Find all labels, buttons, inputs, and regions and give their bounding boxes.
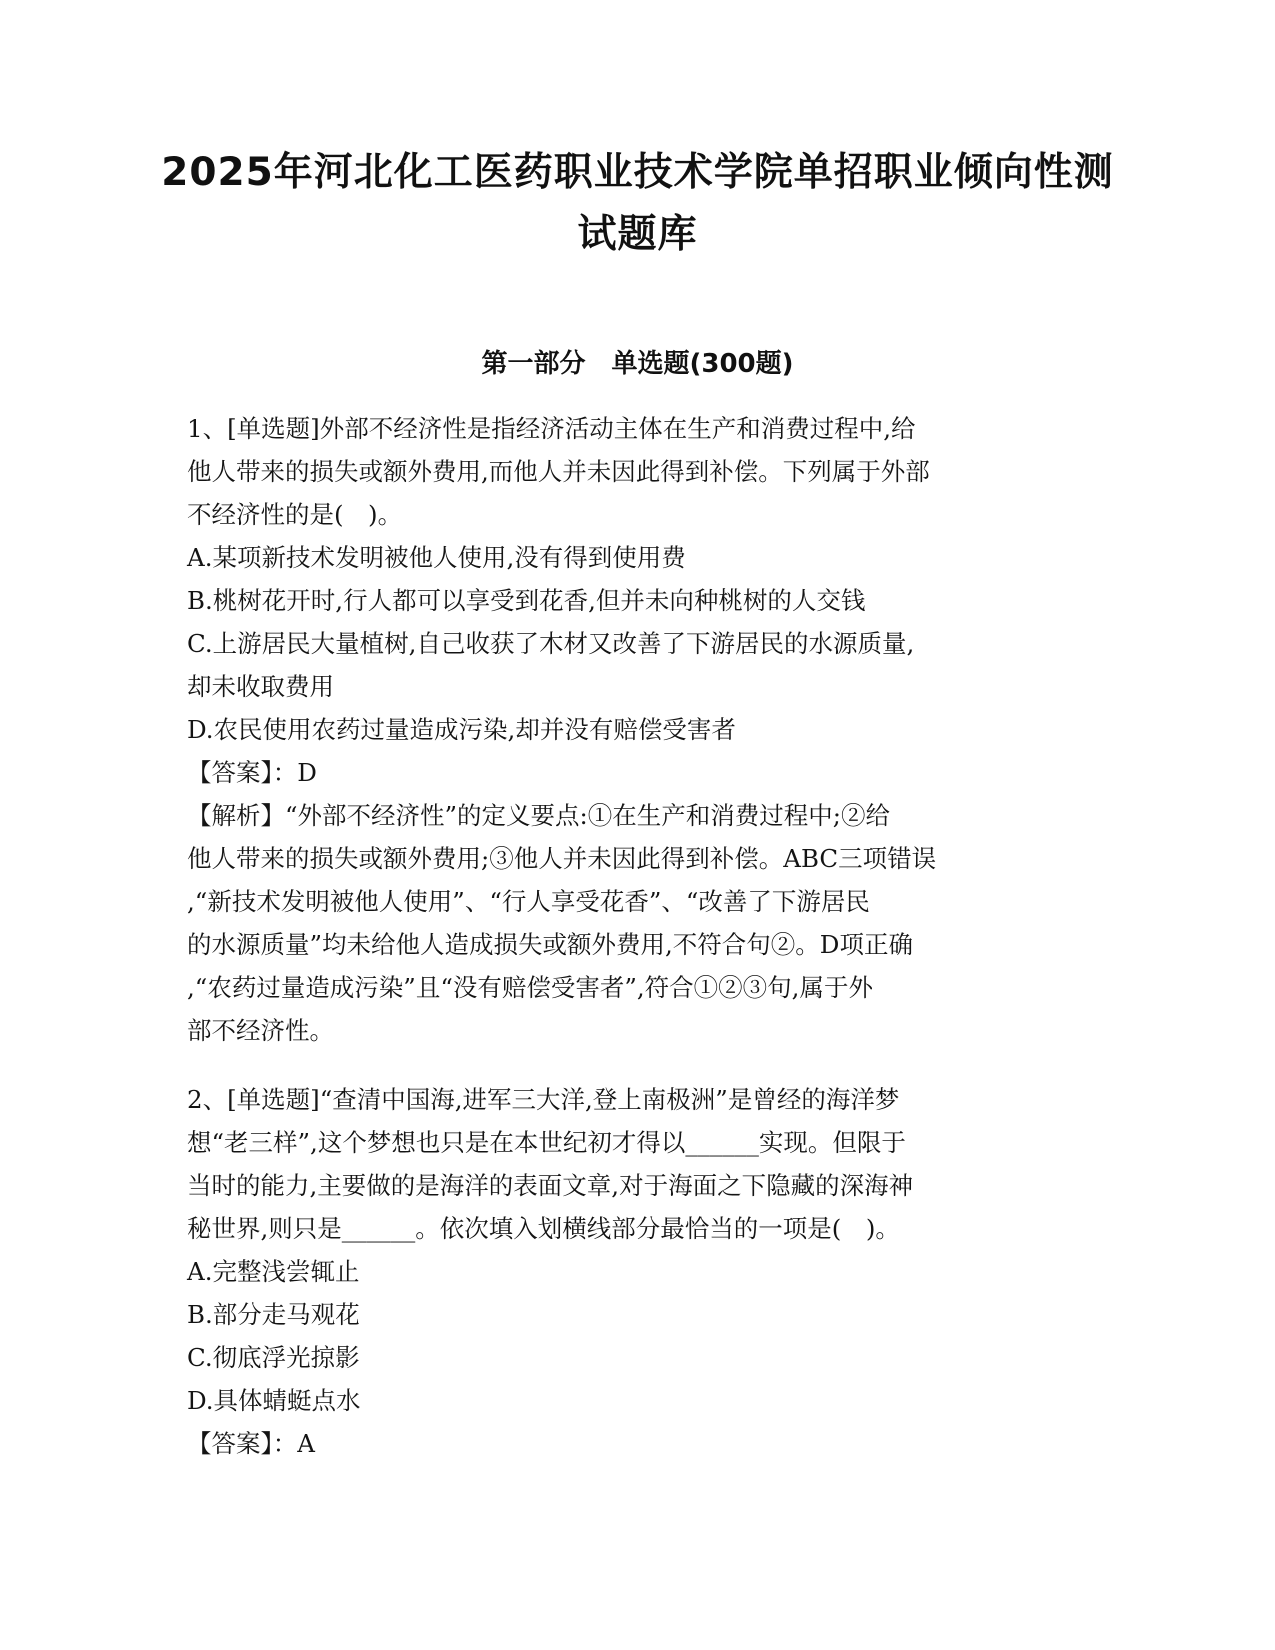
question-1-stem-line: 1、[单选题]外部不经济性是指经济活动主体在生产和消费过程中,给 <box>187 414 916 443</box>
document-title-line-2: 试题库 <box>577 212 698 257</box>
question-1-stem-line: 他人带来的损失或额外费用,而他人并未因此得到补偿。下列属于外部 <box>187 457 930 486</box>
question-2 <box>187 1078 1087 1465</box>
question-2-stem-line: 想“老三样”,这个梦想也只是在本世纪初才得以______实现。但限于 <box>187 1128 906 1157</box>
question-1-analysis-line: 【解析】“外部不经济性”的定义要点:①在生产和消费过程中;②给 <box>187 801 891 830</box>
question-2-stem-line: 2、[单选题]“查清中国海,进军三大洋,登上南极洲”是曾经的海洋梦 <box>187 1085 900 1114</box>
question-2-option-b: B.部分走马观花 <box>187 1300 360 1329</box>
question-1-analysis-line: 他人带来的损失或额外费用;③他人并未因此得到补偿。ABC三项错误 <box>187 844 937 873</box>
question-1-option-c-continued: 却未收取费用 <box>187 672 334 701</box>
question-2-stem-line: 秘世界,则只是______。依次填入划横线部分最恰当的一项是( )。 <box>187 1214 900 1243</box>
question-1-analysis-line: 部不经济性。 <box>187 1016 334 1045</box>
question-1 <box>187 407 1087 1052</box>
question-2-option-d: D.具体蜻蜓点水 <box>187 1386 361 1415</box>
question-1-option-d: D.农民使用农药过量造成污染,却并没有赔偿受害者 <box>187 715 736 744</box>
document-title-line-1: 2025年河北化工医药职业技术学院单招职业倾向性测 <box>161 150 1114 195</box>
question-2-option-a: A.完整浅尝辄止 <box>187 1257 360 1286</box>
question-2-option-c: C.彻底浮光掠影 <box>187 1343 360 1372</box>
question-1-analysis-line: ,“农药过量造成污染”且“没有赔偿受害者”,符合①②③句,属于外 <box>187 973 873 1002</box>
question-1-analysis-line: ,“新技术发明被他人使用”、“行人享受花香”、“改善了下游居民 <box>187 887 870 916</box>
document-title <box>150 142 1125 266</box>
question-2-answer: 【答案】：A <box>187 1429 315 1458</box>
question-1-option-a: A.某项新技术发明被他人使用,没有得到使用费 <box>187 543 686 572</box>
question-1-analysis-line: 的水源质量”均未给他人造成损失或额外费用,不符合句②。D项正确 <box>187 930 913 959</box>
question-2-stem-line: 当时的能力,主要做的是海洋的表面文章,对于海面之下隐藏的深海神 <box>187 1171 914 1200</box>
section-title: 第一部分 单选题(300题) <box>481 349 794 379</box>
question-1-option-b: B.桃树花开时,行人都可以享受到花香,但并未向种桃树的人交钱 <box>187 586 866 615</box>
question-1-answer: 【答案】：D <box>187 758 317 787</box>
question-1-option-c: C.上游居民大量植树,自己收获了木材又改善了下游居民的水源质量, <box>187 629 915 658</box>
question-1-stem-line: 不经济性的是( )。 <box>187 500 403 529</box>
